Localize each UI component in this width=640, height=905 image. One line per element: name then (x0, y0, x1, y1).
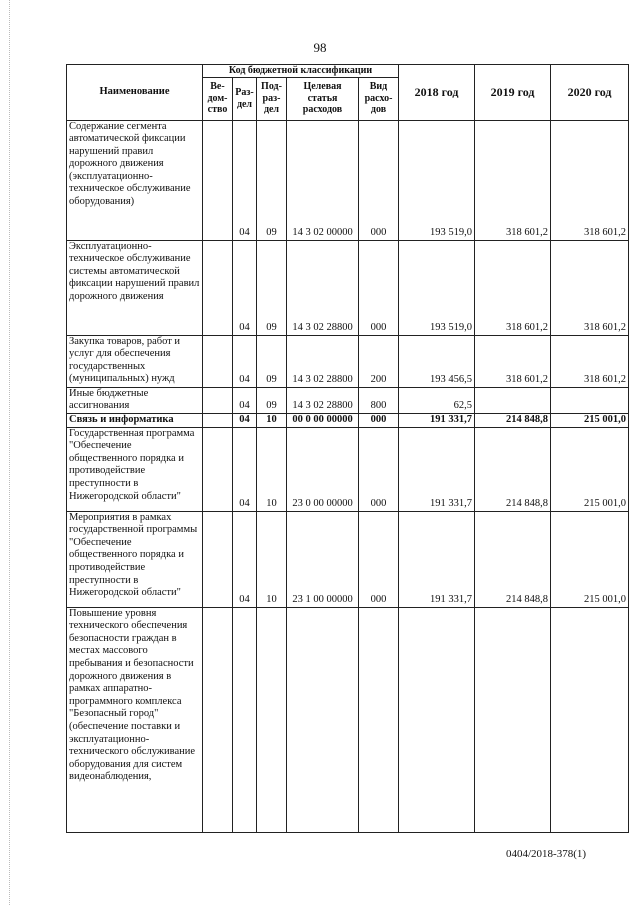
header-2018: 2018 год (399, 65, 475, 121)
row-name: Мероприятия в рамках государственной программы "Обеспечение общественного порядка и противодействие преступности в Нижегородской области" (67, 511, 203, 607)
cell-vid: 000 (359, 427, 399, 511)
cell-y2019: 214 848,8 (475, 427, 551, 511)
cell-celevaya: 14 3 02 28800 (287, 387, 359, 413)
scan-edge (9, 0, 11, 905)
cell-y2019: 318 601,2 (475, 335, 551, 387)
cell-ved (203, 120, 233, 240)
table-row (67, 240, 629, 335)
row-name: Закупка товаров, работ и услуг для обеспечения государственных (муниципальных) нужд (67, 335, 203, 387)
cell-ved (203, 240, 233, 335)
cell-y2020 (551, 607, 629, 832)
header-classification: Код бюджетной классификации (203, 65, 399, 78)
cell-ved (203, 607, 233, 832)
header-2019: 2019 год (475, 65, 551, 121)
cell-y2019: 214 848,8 (475, 413, 551, 427)
cell-razdel: 04 (233, 387, 257, 413)
row-name: Связь и информатика (67, 413, 203, 427)
table-row (67, 120, 629, 240)
cell-celevaya: 23 0 00 00000 (287, 427, 359, 511)
cell-y2020: 318 601,2 (551, 120, 629, 240)
cell-y2020: 215 001,0 (551, 413, 629, 427)
cell-y2020: 215 001,0 (551, 427, 629, 511)
cell-razdel (233, 607, 257, 832)
cell-y2018: 191 331,7 (399, 427, 475, 511)
header-vedomstvo: Ве- дом- ство (203, 77, 233, 120)
cell-y2018: 62,5 (399, 387, 475, 413)
cell-razdel: 04 (233, 427, 257, 511)
cell-y2020: 318 601,2 (551, 335, 629, 387)
cell-celevaya (287, 607, 359, 832)
cell-vid: 000 (359, 240, 399, 335)
cell-celevaya: 14 3 02 28800 (287, 335, 359, 387)
cell-razdel: 04 (233, 120, 257, 240)
cell-y2018: 191 331,7 (399, 511, 475, 607)
row-name: Повышение уровня технического обеспечения безопасности граждан в местах массового пребывания и безопасности дорожного движения в рамках аппаратно-программного комплекса "Безопасный город" (обеспечение поставки и эксплуатационно-технического обслуживание оборудования для систем видеонаблюдения, (67, 607, 203, 832)
header-razdel: Раз- дел (233, 77, 257, 120)
cell-y2020: 215 001,0 (551, 511, 629, 607)
budget-table (66, 64, 629, 833)
cell-vid: 000 (359, 120, 399, 240)
cell-celevaya: 14 3 02 00000 (287, 120, 359, 240)
cell-y2018 (399, 607, 475, 832)
row-name: Содержание сегмента автоматической фиксации нарушений правил дорожного движения (эксплуатационно-техническое обслуживание оборудования) (67, 120, 203, 240)
table-row (67, 335, 629, 387)
cell-y2019: 214 848,8 (475, 511, 551, 607)
cell-podrazdel: 09 (257, 120, 287, 240)
cell-ved (203, 413, 233, 427)
cell-ved (203, 335, 233, 387)
table-row (67, 427, 629, 511)
table-body (67, 120, 629, 832)
cell-y2018: 191 331,7 (399, 413, 475, 427)
header-celevaya: Целевая статья расходов (287, 77, 359, 120)
cell-celevaya: 14 3 02 28800 (287, 240, 359, 335)
cell-podrazdel: 10 (257, 511, 287, 607)
page-number: 98 (313, 40, 327, 55)
cell-razdel: 04 (233, 511, 257, 607)
cell-podrazdel: 10 (257, 427, 287, 511)
cell-vid: 000 (359, 511, 399, 607)
cell-vid (359, 607, 399, 832)
cell-podrazdel: 10 (257, 413, 287, 427)
cell-y2019: 318 601,2 (475, 120, 551, 240)
cell-razdel: 04 (233, 240, 257, 335)
cell-ved (203, 511, 233, 607)
cell-razdel: 04 (233, 335, 257, 387)
header-podrazdel: Под- раз- дел (257, 77, 287, 120)
cell-razdel: 04 (233, 413, 257, 427)
header-2020: 2020 год (551, 65, 629, 121)
cell-podrazdel: 09 (257, 335, 287, 387)
cell-ved (203, 427, 233, 511)
header-vid: Вид расхо- дов (359, 77, 399, 120)
cell-vid: 000 (359, 413, 399, 427)
cell-podrazdel: 09 (257, 387, 287, 413)
cell-ved (203, 387, 233, 413)
cell-celevaya: 23 1 00 00000 (287, 511, 359, 607)
document-code: 0404/2018-378(1) (506, 848, 587, 860)
table-row (67, 511, 629, 607)
table-row (67, 387, 629, 413)
cell-podrazdel (257, 607, 287, 832)
cell-y2018: 193 519,0 (399, 240, 475, 335)
cell-y2018: 193 519,0 (399, 120, 475, 240)
table-row (67, 607, 629, 832)
cell-y2019 (475, 607, 551, 832)
cell-y2020 (551, 387, 629, 413)
row-name: Эксплуатационно-техническое обслуживание системы автоматической фиксации нарушений правил дорожного движения (67, 240, 203, 335)
table-row (67, 413, 629, 427)
cell-vid: 800 (359, 387, 399, 413)
cell-vid: 200 (359, 335, 399, 387)
cell-y2018: 193 456,5 (399, 335, 475, 387)
cell-celevaya: 00 0 00 00000 (287, 413, 359, 427)
cell-y2019 (475, 387, 551, 413)
cell-y2019: 318 601,2 (475, 240, 551, 335)
row-name: Государственная программа "Обеспечение общественного порядка и противодействие преступности в Нижегородской области" (67, 427, 203, 511)
cell-y2020: 318 601,2 (551, 240, 629, 335)
row-name: Иные бюджетные ассигнования (67, 387, 203, 413)
cell-podrazdel: 09 (257, 240, 287, 335)
header-name: Наименование (67, 65, 203, 121)
